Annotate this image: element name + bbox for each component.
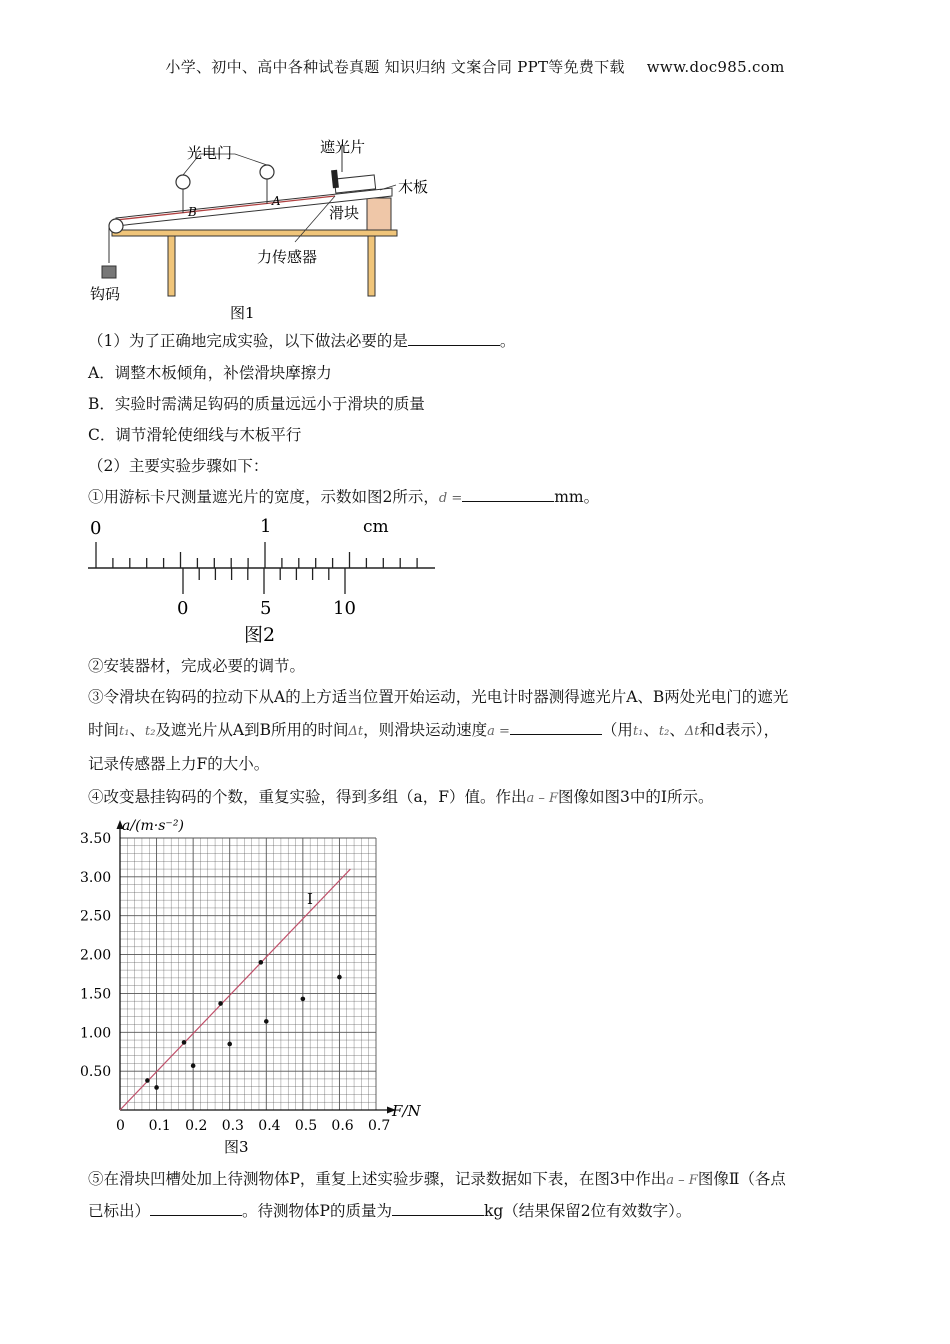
step1-text: ①用游标卡尺测量遮光片的宽度，示数如图2所示， xyxy=(88,488,439,506)
a-symbol: a = xyxy=(487,724,510,739)
q1-stem-end: 。 xyxy=(499,332,516,350)
table-top xyxy=(112,230,397,236)
q2-step5-line2 xyxy=(88,1200,691,1222)
photogate-a-icon xyxy=(260,165,274,179)
t2-symbol-2: t₂ xyxy=(658,724,670,739)
q1-option-c: C．调节滑轮使细线与木板平行 xyxy=(88,426,302,444)
q2-step3-line1: ③令滑块在钩码的拉动下从A的上方适当位置开始运动，光电计时器测得遮光片A、B两处光电门的遮光 xyxy=(88,688,789,706)
label-sensor: 力传感器 xyxy=(257,248,318,266)
y-tick-label: 3.50 xyxy=(80,831,112,847)
x-tick-label: 0.5 xyxy=(294,1118,318,1134)
step3-sep1: 、 xyxy=(129,721,145,739)
q2-intro: （2）主要实验步骤如下： xyxy=(88,457,269,475)
x-tick-label: 0.6 xyxy=(331,1118,354,1134)
figure2-caption: 图2 xyxy=(244,624,276,646)
q2-step2: ②安装器材，完成必要的调节。 xyxy=(88,657,306,675)
vernier-label-0: 0 xyxy=(177,598,189,619)
point-series-II xyxy=(191,1063,196,1068)
q2-step4 xyxy=(88,786,714,810)
y-tick-label: 1.00 xyxy=(80,1025,112,1042)
thread xyxy=(116,196,335,220)
chart-ylabel: a/(m·s⁻²) xyxy=(122,818,184,834)
figure2-vernier xyxy=(80,512,450,652)
point-series-I xyxy=(145,1078,150,1083)
chart-title: 图3 xyxy=(224,1138,249,1156)
q2-step3-line3: 记录传感器上力F的大小。 xyxy=(88,755,270,773)
x-tick-label: 0 xyxy=(116,1118,125,1134)
y-tick-label: 2.00 xyxy=(80,947,112,964)
fit-line-I xyxy=(120,869,350,1110)
x-tick-label: 0.1 xyxy=(148,1118,171,1134)
x-tick-label: 0.2 xyxy=(185,1118,208,1134)
chart-marks xyxy=(120,869,350,1110)
x-tick-label: 0.4 xyxy=(258,1118,281,1134)
label-gate-a: A xyxy=(272,194,281,208)
page-header xyxy=(0,56,950,77)
weight-block xyxy=(102,266,116,278)
header-url[interactable]: www.doc985.com xyxy=(646,58,785,76)
main-label-0: 0 xyxy=(90,518,102,539)
label-slider: 滑块 xyxy=(329,204,360,222)
header-text: 小学、初中、高中各种试卷真题 知识归纳 文案合同 PPT等免费下载 xyxy=(165,58,625,76)
figure1-apparatus xyxy=(80,130,460,330)
q1-answer-blank[interactable] xyxy=(408,330,500,346)
step3-sep3: 、 xyxy=(669,721,685,739)
step3-text-e: 和d表示）， xyxy=(699,721,780,739)
dt-symbol: Δt xyxy=(348,724,364,739)
vernier-label-5: 5 xyxy=(260,598,272,619)
figure3-chart xyxy=(78,812,438,1164)
label-gate-b: B xyxy=(188,205,197,219)
y-tick-label: 1.50 xyxy=(80,986,112,1003)
pulley-icon xyxy=(109,219,123,233)
chart-line-label: Ⅰ xyxy=(307,890,313,908)
label-board: 木板 xyxy=(398,178,429,196)
step1-unit: mm。 xyxy=(554,488,600,506)
y-tick-label: 3.00 xyxy=(80,869,112,886)
step3-sep2: 、 xyxy=(643,721,659,739)
q1-option-a: A．调整木板倾角，补偿滑块摩擦力 xyxy=(88,364,332,382)
graph-answer-blank[interactable] xyxy=(150,1200,242,1216)
main-label-cm: cm xyxy=(363,517,389,537)
mass-answer-blank[interactable] xyxy=(392,1200,484,1216)
label-weight: 钩码 xyxy=(90,285,121,303)
main-label-1: 1 xyxy=(260,516,272,537)
aF-symbol: a – F xyxy=(526,791,559,806)
photogate-b-icon xyxy=(176,175,190,189)
x-tick-label: 0.3 xyxy=(221,1118,244,1134)
q1-stem xyxy=(88,330,515,352)
step5-text-c: 已标出） xyxy=(88,1202,151,1220)
q2-step1 xyxy=(88,486,599,510)
step4-text-b: 图像如图3中的Ⅰ所示。 xyxy=(558,788,714,806)
aF-symbol-2: a – F xyxy=(666,1173,698,1188)
point-series-II xyxy=(264,1019,269,1024)
step3-text-b: 及遮光片从A到B所用的时间 xyxy=(155,721,349,739)
main-scale-ticks xyxy=(96,542,417,568)
support-block xyxy=(367,198,391,230)
q1-stem-text: （1）为了正确地完成实验，以下做法必要的是 xyxy=(88,332,408,350)
vernier-label-10: 10 xyxy=(333,598,356,619)
t2-symbol: t₂ xyxy=(144,724,156,739)
y-tick-label: 2.50 xyxy=(80,908,112,925)
q2-step3-line2 xyxy=(88,719,779,743)
point-series-I xyxy=(182,1040,187,1045)
step5-text-d: 。待测物体P的质量为 xyxy=(242,1202,392,1220)
figure1-caption: 图1 xyxy=(230,304,255,322)
label-shutter: 遮光片 xyxy=(320,138,366,156)
table-leg-left xyxy=(168,236,175,296)
step3-text-d: （用 xyxy=(601,721,633,739)
t1-symbol-2: t₁ xyxy=(632,724,644,739)
q2-step5-line1 xyxy=(88,1168,786,1192)
q1-option-b: B．实验时需满足钩码的质量远远小于滑块的质量 xyxy=(88,395,425,413)
a-answer-blank[interactable] xyxy=(510,719,602,735)
point-series-I xyxy=(218,1001,223,1006)
point-series-II xyxy=(301,997,306,1002)
step5-text-a: ⑤在滑块凹槽处加上待测物体P，重复上述实验步骤，记录数据如下表，在图3中作出 xyxy=(88,1170,667,1188)
table-leg-right xyxy=(368,236,375,296)
point-series-II xyxy=(227,1042,232,1047)
dt-symbol-2: Δt xyxy=(684,724,700,739)
step5-text-b: 图像Ⅱ（各点 xyxy=(697,1170,786,1188)
label-photogate: 光电门 xyxy=(187,144,233,162)
point-series-II xyxy=(154,1085,159,1090)
step5-text-e: kg（结果保留2位有效数字）。 xyxy=(483,1202,692,1220)
step1-d-symbol: d = xyxy=(438,491,463,506)
step3-text-c: ，则滑块运动速度 xyxy=(363,721,488,739)
vernier-scale-ticks xyxy=(183,568,345,594)
step3-text-a: 时间 xyxy=(88,721,120,739)
chart-xlabel: F/N xyxy=(392,1102,421,1120)
d-answer-blank[interactable] xyxy=(462,486,554,502)
point-series-I xyxy=(259,960,264,965)
y-tick-label: 0.50 xyxy=(80,1064,112,1081)
shutter-plate xyxy=(331,170,339,189)
point-series-II xyxy=(337,975,342,980)
t1-symbol: t₁ xyxy=(119,724,130,739)
step4-text-a: ④改变悬挂钩码的个数，重复实验，得到多组（a，F）值。作出 xyxy=(88,788,527,806)
x-tick-label: 0.7 xyxy=(368,1118,391,1134)
